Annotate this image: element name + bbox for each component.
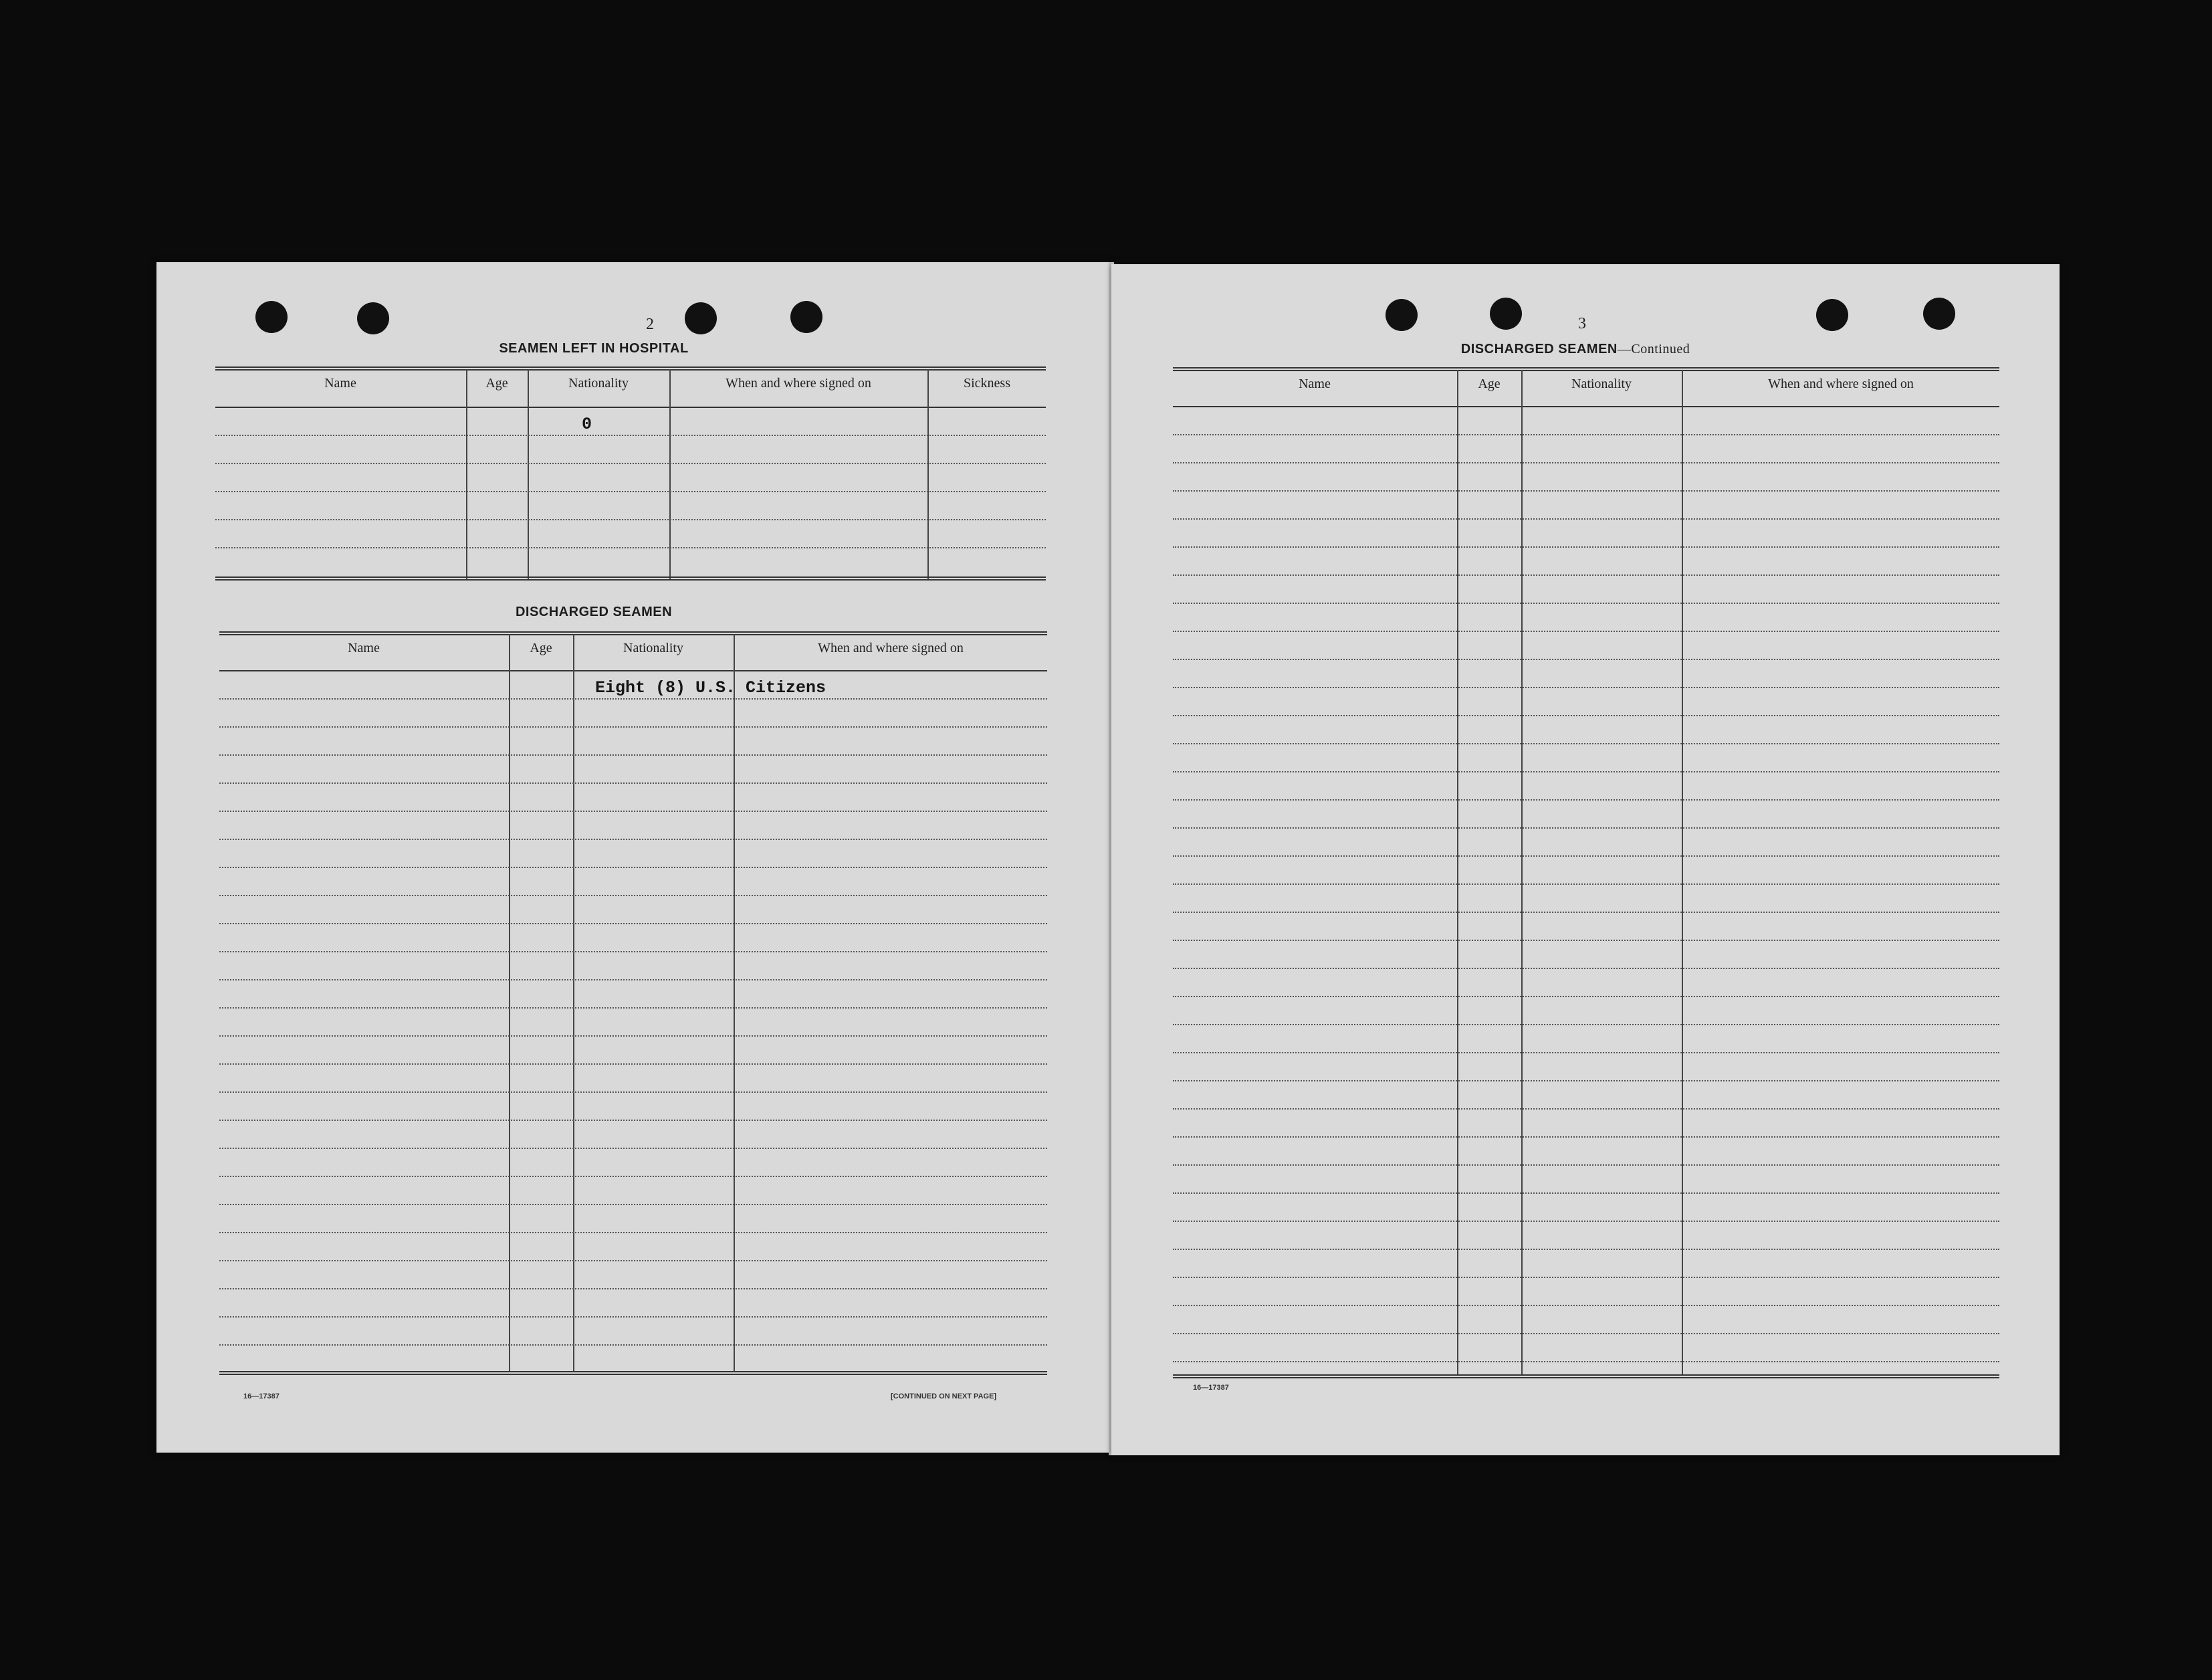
col-name: Name — [348, 641, 380, 655]
punch-hole-icon — [685, 302, 717, 334]
form-number: 16—17387 — [1193, 1384, 1229, 1392]
discharged-section-title: DISCHARGED SEAMEN — [515, 605, 673, 619]
col-sickness: Sickness — [964, 376, 1010, 391]
punch-hole-icon — [1386, 299, 1418, 331]
page-number: 2 — [646, 316, 654, 333]
hospital-section-title: SEAMEN LEFT IN HOSPITAL — [499, 341, 689, 356]
col-when-where: When and where signed on — [818, 641, 964, 655]
punch-hole-icon — [357, 302, 389, 334]
punch-hole-icon — [1816, 299, 1848, 331]
col-nationality: Nationality — [568, 376, 629, 391]
col-nationality: Nationality — [1571, 377, 1632, 391]
col-name: Name — [1299, 377, 1331, 391]
page-number: 3 — [1578, 315, 1586, 332]
discharged-table — [219, 631, 1047, 1378]
col-when-where: When and where signed on — [1768, 377, 1914, 391]
col-name: Name — [324, 376, 356, 391]
punch-hole-icon — [790, 301, 822, 333]
punch-hole-icon — [1490, 298, 1522, 330]
continued-note: [CONTINUED ON NEXT PAGE] — [891, 1392, 997, 1400]
col-age: Age — [1478, 377, 1501, 391]
right-page — [1111, 264, 2060, 1455]
col-age: Age — [530, 641, 552, 655]
discharged-continued-table — [1173, 367, 1999, 1381]
section-title-suffix: —Continued — [1617, 342, 1690, 356]
col-age: Age — [485, 376, 508, 391]
col-nationality: Nationality — [623, 641, 683, 655]
punch-hole-icon — [1923, 298, 1955, 330]
hospital-table — [215, 366, 1046, 585]
punch-hole-icon — [255, 301, 288, 333]
left-page — [156, 262, 1111, 1453]
hospital-nationality-entry: 0 — [582, 415, 592, 434]
form-number: 16—17387 — [243, 1392, 280, 1400]
section-title-main: DISCHARGED SEAMEN — [1460, 342, 1618, 356]
discharged-continued-title — [1395, 342, 1756, 357]
col-when-where: When and where signed on — [726, 376, 871, 391]
discharged-nationality-entry: Eight (8) U.S. Citizens — [595, 678, 826, 698]
